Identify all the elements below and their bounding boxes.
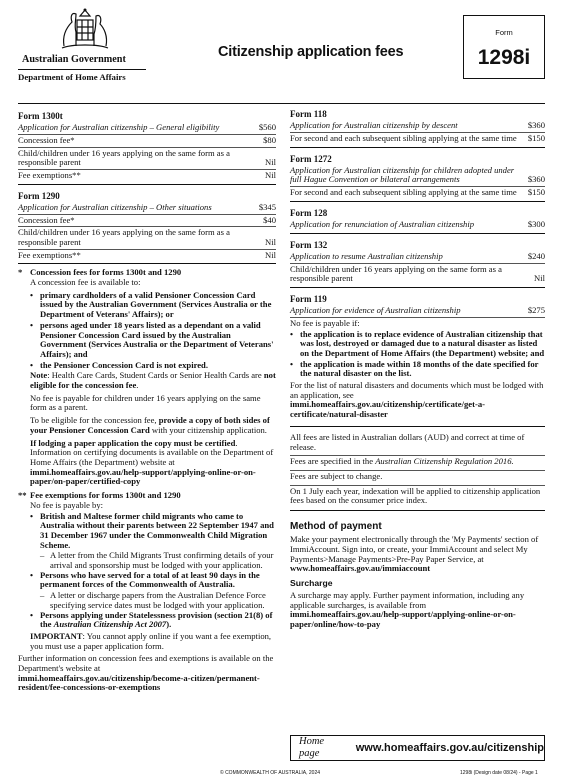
list-item: • the application is made within 18 months of the date specified for the natural disaster on the list. [290,360,545,379]
list-item: – A letter from the Child Migrants Trust confirming details of your arrival and sponsorship must be lodged with your application. [40,551,276,570]
list-item: • Persons applying under Statelessness provision (section 21(8) of the Australian Citizenship Act 2007). [30,611,276,630]
payment-title: Method of payment [290,521,382,533]
form-number: 1298i [477,46,531,69]
document-title: Citizenship application fees [218,44,404,60]
concession-title: Concession fees for forms 1300t and 1290 [30,267,182,278]
exemptions-section: ** Fee exemptions for forms 1300t and 1290 No fee is payable by: • British and Maltese former child migrants who came to Australia without their parents between 22 September 1947 and 31 December 1967 under the Commonwealth Child Migration Scheme. – A letter from the Child Migrants Trust confirming details of your arrival and sponsorship must be lodged with your application. • Persons who have served for a total of at least 90 days in the permanent forces of the Commonwealth of Australia. – A letter or discharge papers from the Australian Defence Force specifying service dates must be lodged with your application. • Persons applying under Statelessness provision (section 21(8) of the Australian Citizenship Act 2007). IMPORTANT: You cannot apply online if you want a fee exemption, you must use a paper application form. Further information on concession fees and exemptions is available on the Department's website at immi.homeaffairs.gov.au/citizenship/become-a-citizen/permanent-resident/fee-concessions-or-exemptions [18,491,276,693]
form-1300t-fees [18,108,276,185]
immiaccount-link[interactable]: www.homeaffairs.gov.au/immiaccount [290,563,431,574]
fee-concessions-link[interactable]: immi.homeaffairs.gov.au/citizenship/become-a-citizen/permanent-resident/fee-concessions-or-exemptions [18,672,260,693]
fee-row: Child/children under 16 years applying on the same form as a responsible parent Nil [18,227,276,247]
left-column [18,108,276,696]
fee-row: Application for Australian citizenship – Other situations $345 [18,201,276,212]
form-1290-title: Form 1290 [18,190,60,201]
fee-notes: All fees are listed in Australian dollars (AUD) and correct at time of release. Fees are specified in the Australian Citizenship Regulation 2016. Fees are subject to change. On 1 July each year, indexation will be applied to citizenship application fees based on the consumer price index. [290,433,545,506]
coat-of-arms-icon [58,6,112,52]
design-date: 1298i (Design date 08/24) - Page 1 [460,770,538,776]
list-item: • primary cardholders of a valid Pensioner Concession Card issued by the Australian Government (Services Australia or the Department of Veterans' Affairs); or [30,291,276,320]
page-header [0,0,562,100]
form-132-fees: Form 132 Application to resume Australian citizenship $240 Child/children under 16 years applying on the same form as a responsible parent Nil [290,237,545,288]
form-128-fees: Form 128 Application for renunciation of Australian citizenship $300 [290,205,545,234]
home-page-link[interactable]: www.homeaffairs.gov.au/citizenship [355,741,544,754]
government-name: Australian Government [22,54,126,65]
how-to-pay-link[interactable]: immi.homeaffairs.gov.au/help-support/applying-online-or-on-paper/online/how-to-pay [290,609,516,629]
natural-disaster-link[interactable]: immi.homeaffairs.gov.au/citizenship/certificate/get-a-certificate/natural-disaster [290,399,485,420]
department-name: Department of Home Affairs [18,72,126,82]
form-label: Form [495,28,513,37]
list-item: – A letter or discharge papers from the Australian Defence Force specifying service dates must be lodged with your application. [40,591,276,610]
form-number-box [463,15,545,79]
top-divider [18,103,545,104]
fee-row: Child/children under 16 years applying on the same form as a responsible parent Nil [18,147,276,168]
fee-row: Concession fee* $80 [18,134,276,145]
copyright: © COMMONWEALTH OF AUSTRALIA, 2024 [220,770,320,776]
fee-row: Fee exemptions** Nil [18,169,276,180]
concession-section: * Concession fees for forms 1300t and 1290 A concession fee is available to: • primary cardholders of a valid Pensioner Concession Card issued by the Australian Government (Services Australia or the Department of Veterans' Affairs); or • persons aged under 18 years listed as a dependant on a valid Pensioner Concession Card issued by the Australian Government (Services Australia or the Department of Veterans' Affairs); and • the Pensioner Concession Card is not expired. Note: Health Care Cards, Student Cards or Senior Health Cards are not eligible for the concession fee. No fee is payable for children under 16 years applying on the same form as a parent. To be eligible for the concession fee, provide a copy of both sides of your Pensioner Concession Card with your citizenship application. If lodging a paper application the copy must be certified. Information on certifying documents is available on the Department of Home Affairs (the Department) website at immi.homeaffairs.gov.au/help-support/applying-online-or-on-paper/on-paper/certified-copy [18,268,276,487]
certified-copy-link[interactable]: immi.homeaffairs.gov.au/help-support/applying-online-or-on-paper/on-paper/certified-copy [30,466,256,487]
note-text: Note: Health Care Cards, Student Cards or Senior Health Cards are not eligible for the concession fee. [30,370,276,391]
list-item: • British and Maltese former child migrants who came to Australia without their parents between 22 September 1947 and 31 December 1967 under the Commonwealth Child Migration Scheme. [30,512,276,551]
list-item: • the application is to replace evidence of Australian citizenship that was lost, destroyed or damaged due to a natural disaster as listed on the Department of Home Affairs (the Department) website; and [290,330,545,359]
fee-row: Concession fee* $40 [18,214,276,225]
list-item: • Persons who have served for a total of at least 90 days in the permanent forces of the Commonwealth of Australia. [30,571,276,590]
list-item: • persons aged under 18 years listed as a dependant on a valid Pensioner Concession Card issued by the Australian Government (Services Australia or the Department of Veterans' Affairs); and [30,321,276,360]
header-divider [18,69,146,70]
surcharge-title: Surcharge [290,578,333,589]
right-column: Form 118 Application for Australian citizenship by descent $360 For second and each subsequent sibling applying at the same time $150 Form 1272 Application for Australian citizenship for children adopted under full Hague Convention or bilateral arrangements $360 For second and each subsequent sibling applying at the same time $150 Form 128 Application for renunciation of Australian citizenship $300 Form 132 Application to resume Australian citizenship $240 Child/children under 16 years applying on the same form as a responsible parent Nil Form 119 Application for evidence of Australian citizenship $275 No fee is payable if: • the application is to replace evidence of Australian citizenship that was lost, destroyed or damaged due to a natural disaster as listed on the Department of Home Affairs (the Department) website; and • the application is made within 18 months of the date specified for the natural disaster on the list. For the list of natural disasters and documents which must be lodged with an application, see immi.homeaffairs.gov.au/citizenship/certificate/get-a-certificate/natural-disaster All fees are listed in Australian dollars (AUD) and correct at time of release. Fees are specified in the Australian Citizenship Regulation 2016. Fees are subject to change. On 1 July each year, indexation will be applied to citizenship application fees based on the consumer price index. Method of payment Make your payment electronically through the 'My Payments' section of ImmiAccount. Sign into, or create, your ImmiAccount and select My Payments>Manage Payments>Pre-Pay Paper Service, at www.homeaffairs.gov.au/immiaccount Surcharge A surcharge may apply. Further payment information, including any applicable surcharges, is available from immi.homeaffairs.gov.au/help-support/applying-online-or-on-paper/online/how-to-pay [290,106,545,633]
fee-row: Fee exemptions** Nil [18,249,276,260]
home-page-box [290,735,545,761]
form-118-fees: Form 118 Application for Australian citizenship by descent $360 For second and each subsequent sibling applying at the same time $150 [290,106,545,148]
list-item: • the Pensioner Concession Card is not expired. [30,361,276,371]
form-1290-fees [18,188,276,265]
form-1272-fees: Form 1272 Application for Australian citizenship for children adopted under full Hague Convention or bilateral arrangements $360 For second and each subsequent sibling applying at the same time $150 [290,151,545,202]
form-1300t-title: Form 1300t [18,111,63,121]
payment-text: Make your payment electronically through the 'My Payments' section of ImmiAccount. Sign into, or create, your ImmiAccount and select My Payments>Manage Payments>Pre-Pay Paper Service, at www.homeaffairs.gov.au/immiaccount [290,534,539,574]
important-note: IMPORTANT: You cannot apply online if you want a fee exemption, you must use a paper application form. [30,630,272,651]
home-page-label: Home page [299,736,325,759]
exemptions-title: Fee exemptions for forms 1300t and 1290 [30,490,181,501]
form-119-fees: Form 119 Application for evidence of Australian citizenship $275 No fee is payable if: • the application is to replace evidence of Australian citizenship that was lost, destroyed or damaged due to a natural disaster as listed on the Department of Home Affairs (the Department) website; and • the application is made within 18 months of the date specified for the natural disaster on the list. For the list of natural disasters and documents which must be lodged with an application, see immi.homeaffairs.gov.au/citizenship/certificate/get-a-certificate/natural-disaster [290,291,545,427]
fee-row: Application for Australian citizenship – General eligibility $560 [18,122,276,133]
